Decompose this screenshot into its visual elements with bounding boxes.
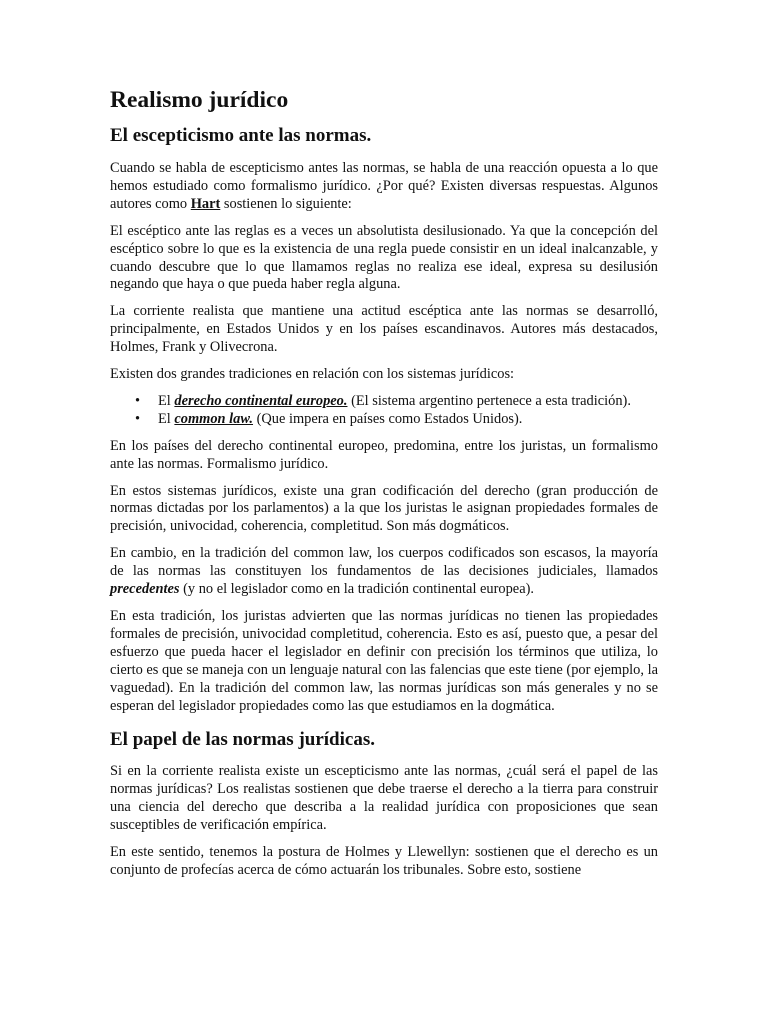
paragraph-papel-normas: Si en la corriente realista existe un escepticismo ante las normas, ¿cuál será el papel de las normas jurídicas? Los realistas sostienen que debe traerse el derecho a la tierra para construir una ciencia del derecho que describa a la realidad jurídica con proposiciones que sean susceptibles de verificación empírica. bbox=[110, 763, 658, 833]
list-item-prefix: El bbox=[158, 410, 175, 427]
paragraph-codificacion: En estos sistemas jurídicos, existe una gran codificación del derecho (gran producción de normas dictadas por los parlamentos) a la que los juristas le asignan propiedades formales de precisión, univocidad, coherencia, completitud. Son más dogmáticos. bbox=[110, 482, 658, 535]
section-heading-escepticismo: El escepticismo ante las normas. bbox=[110, 125, 372, 147]
paragraph-common-law-end: (y no el legislador como en la tradición continental europea). bbox=[179, 581, 534, 598]
paragraph-common-law-text: En cambio, en la tradición del common law, los cuerpos codificados son escasos, la mayoría de las normas las constituyen los fundamentos de las decisiones judiciales, llamados bbox=[110, 545, 658, 580]
list-item-rest: (Que impera en países como Estados Unidos). bbox=[253, 410, 523, 427]
paragraph-propiedades: En esta tradición, los juristas advierten que las normas jurídicas no tienen las propiedades formales de precisión, univocidad completitud, coherencia. Esto es así, puesto que, a pesar del esfuerzo que pueda hacer el legislador en definir con precisión los términos que utiliza, lo cierto es que se maneja con un lenguaje natural con las falencias que este tiene (por ejemplo, la vaguedad). En la tradición del common law, las normas jurídicas son más generales y no se esperan del legislador propiedades como las que estudiamos en la dogmática. bbox=[110, 608, 658, 714]
paragraph-intro bbox=[110, 160, 658, 214]
bullet-icon: • bbox=[135, 410, 141, 427]
precedentes-term: precedentes bbox=[110, 581, 180, 598]
list-item-term: derecho continental europeo. bbox=[174, 392, 348, 409]
paragraph-holmes-llewellyn: En este sentido, tenemos la postura de Holmes y Llewellyn: sostienen que el derecho es un conjunto de profecías acerca de cómo actuarán los tribunales. Sobre esto, sostiene bbox=[110, 843, 658, 878]
list-item bbox=[135, 410, 658, 429]
paragraph-continental: En los países del derecho continental europeo, predomina, entre los juristas, un formalismo ante las normas. Formalismo jurídico. bbox=[110, 437, 658, 472]
traditions-list bbox=[110, 393, 658, 429]
paragraph-common-law bbox=[110, 545, 658, 599]
paragraph-intro-text: Cuando se habla de escepticismo antes las normas, se habla de una reacción opuesta a lo que hemos estudiado como formalismo jurídico. ¿Por qué? Existen diversas respuestas. Algunos autores como bbox=[110, 159, 658, 212]
paragraph-tradiciones: Existen dos grandes tradiciones en relación con los sistemas jurídicos: bbox=[110, 366, 515, 383]
list-item-term: common law. bbox=[174, 410, 254, 427]
section-heading-papel: El papel de las normas jurídicas. bbox=[110, 729, 375, 751]
paragraph-intro-end: sostienen lo siguiente: bbox=[220, 195, 352, 212]
bullet-icon: • bbox=[135, 392, 141, 409]
page-title: Realismo jurídico bbox=[110, 87, 289, 113]
paragraph-corriente-realista: La corriente realista que mantiene una actitud escéptica ante las normas se desarrolló, principalmente, en Estados Unidos y en los países escandinavos. Autores más destacados, Holmes, Frank y Olivecrona. bbox=[110, 303, 658, 356]
list-item-prefix: El bbox=[158, 392, 175, 409]
paragraph-hart-quote: El escéptico ante las reglas es a veces un absolutista desilusionado. Ya que la concepción del escéptico sobre lo que es la existencia de una regla puede consistir en un ideal inalcanzable, y cuando descubre que lo que llamamos reglas no realiza ese ideal, expresa su desilusión negando que haya o que pueda haber regla alguna. bbox=[110, 222, 658, 293]
hart-term: Hart bbox=[190, 195, 221, 212]
list-item-rest: (El sistema argentino pertenece a esta tradición). bbox=[347, 392, 631, 409]
list-item bbox=[135, 392, 658, 411]
